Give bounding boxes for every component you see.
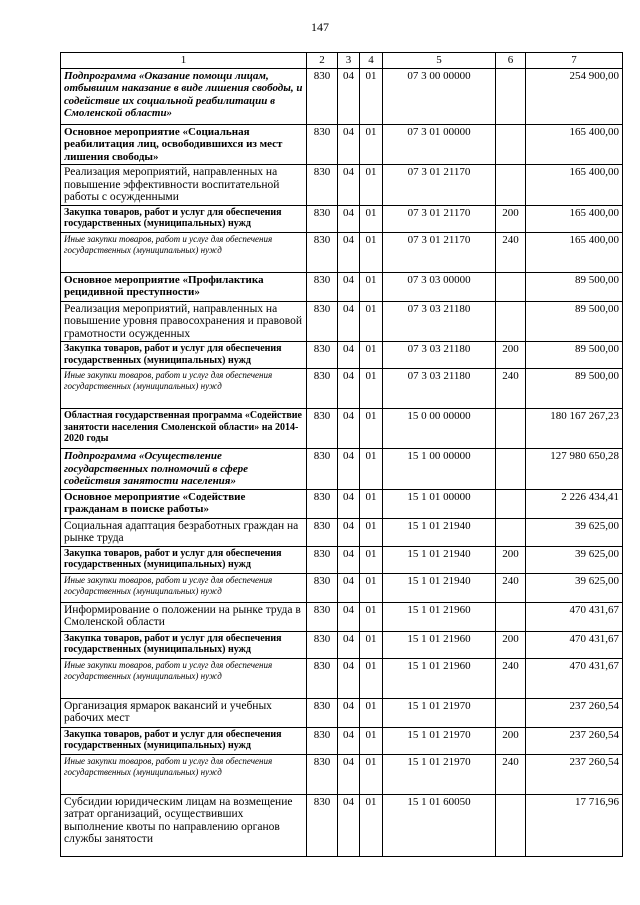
row-section: 04 (338, 165, 360, 206)
row-name: Реализация мероприятий, направленных на повышение уровня правосохранения и правовой грамотности осужденных (61, 301, 307, 342)
row-target-article: 07 3 01 21170 (383, 165, 496, 206)
row-subsection: 01 (360, 369, 383, 409)
row-subsection: 01 (360, 165, 383, 206)
table-row (61, 205, 623, 232)
row-amount: 237 260,54 (526, 698, 623, 727)
row-target-article: 07 3 01 21170 (383, 232, 496, 272)
row-section: 04 (338, 631, 360, 658)
row-target-article: 15 1 01 21960 (383, 631, 496, 658)
table-row (61, 342, 623, 369)
row-subsection: 01 (360, 658, 383, 698)
row-amount: 165 400,00 (526, 232, 623, 272)
row-subsection: 01 (360, 698, 383, 727)
row-subsection: 01 (360, 794, 383, 856)
page-number: 147 (311, 20, 329, 34)
row-target-article: 15 1 00 00000 (383, 449, 496, 490)
row-name: Закупка товаров, работ и услуг для обеспечения государственных (муниципальных) нужд (61, 727, 307, 754)
row-subsection: 01 (360, 301, 383, 342)
row-name: Областная государственная программа «Содействие занятости населения Смоленской области» на 2014-2020 годы (61, 409, 307, 449)
row-expense-type (496, 794, 526, 856)
row-target-article: 07 3 03 21180 (383, 301, 496, 342)
row-amount: 2 226 434,41 (526, 489, 623, 518)
row-admin-code: 830 (307, 546, 338, 573)
row-amount: 89 500,00 (526, 342, 623, 369)
row-subsection: 01 (360, 754, 383, 794)
row-section: 04 (338, 489, 360, 518)
row-amount: 89 500,00 (526, 301, 623, 342)
row-target-article: 15 1 01 21970 (383, 727, 496, 754)
row-admin-code: 830 (307, 409, 338, 449)
row-subsection: 01 (360, 518, 383, 546)
row-amount: 89 500,00 (526, 272, 623, 301)
row-admin-code: 830 (307, 272, 338, 301)
row-amount: 39 625,00 (526, 546, 623, 573)
row-amount: 165 400,00 (526, 165, 623, 206)
row-amount: 39 625,00 (526, 518, 623, 546)
row-expense-type: 240 (496, 232, 526, 272)
row-target-article: 07 3 00 00000 (383, 68, 496, 124)
row-admin-code: 830 (307, 518, 338, 546)
row-target-article: 15 1 01 21940 (383, 573, 496, 602)
row-target-article: 15 1 01 21960 (383, 602, 496, 631)
header-col-5: 5 (383, 53, 496, 69)
table-row (61, 602, 623, 631)
row-subsection: 01 (360, 727, 383, 754)
row-name: Организация ярмарок вакансий и учебных рабочих мест (61, 698, 307, 727)
row-section: 04 (338, 698, 360, 727)
row-expense-type (496, 449, 526, 490)
row-section: 04 (338, 546, 360, 573)
row-admin-code: 830 (307, 342, 338, 369)
row-subsection: 01 (360, 546, 383, 573)
row-section: 04 (338, 409, 360, 449)
row-amount: 254 900,00 (526, 68, 623, 124)
header-col-2: 2 (307, 53, 338, 69)
row-admin-code: 830 (307, 794, 338, 856)
row-target-article: 07 3 03 21180 (383, 369, 496, 409)
row-admin-code: 830 (307, 727, 338, 754)
row-section: 04 (338, 754, 360, 794)
row-admin-code: 830 (307, 124, 338, 165)
row-admin-code: 830 (307, 698, 338, 727)
table-row (61, 698, 623, 727)
row-name: Информирование о положении на рынке труда в Смоленской области (61, 602, 307, 631)
table-row (61, 489, 623, 518)
row-name: Закупка товаров, работ и услуг для обеспечения государственных (муниципальных) нужд (61, 342, 307, 369)
row-admin-code: 830 (307, 205, 338, 232)
row-name: Основное мероприятие «Социальная реабилитация лиц, освободившихся из мест лишения свободы» (61, 124, 307, 165)
table-row (61, 727, 623, 754)
row-target-article: 07 3 01 21170 (383, 205, 496, 232)
row-name: Социальная адаптация безработных граждан на рынке труда (61, 518, 307, 546)
row-section: 04 (338, 449, 360, 490)
row-target-article: 07 3 03 21180 (383, 342, 496, 369)
row-target-article: 15 1 01 21940 (383, 546, 496, 573)
row-expense-type: 240 (496, 573, 526, 602)
table-row (61, 165, 623, 206)
row-name: Закупка товаров, работ и услуг для обеспечения государственных (муниципальных) нужд (61, 631, 307, 658)
table-row (61, 369, 623, 409)
table-row (61, 409, 623, 449)
row-target-article: 15 1 01 00000 (383, 489, 496, 518)
row-expense-type (496, 518, 526, 546)
row-section: 04 (338, 68, 360, 124)
row-expense-type: 200 (496, 342, 526, 369)
row-admin-code: 830 (307, 369, 338, 409)
row-target-article: 15 0 00 00000 (383, 409, 496, 449)
row-amount: 165 400,00 (526, 205, 623, 232)
row-subsection: 01 (360, 602, 383, 631)
table-row (61, 794, 623, 856)
row-admin-code: 830 (307, 301, 338, 342)
row-amount: 17 716,96 (526, 794, 623, 856)
row-name: Иные закупки товаров, работ и услуг для обеспечения государственных (муниципальных) нужд (61, 232, 307, 272)
row-subsection: 01 (360, 573, 383, 602)
table-row (61, 301, 623, 342)
row-section: 04 (338, 272, 360, 301)
row-admin-code: 830 (307, 631, 338, 658)
row-expense-type (496, 272, 526, 301)
header-col-1: 1 (61, 53, 307, 69)
row-expense-type: 240 (496, 754, 526, 794)
row-name: Субсидии юридическим лицам на возмещение затрат организаций, осуществивших выполнение квоты по направлению органов службы занятости (61, 794, 307, 856)
row-section: 04 (338, 369, 360, 409)
row-amount: 89 500,00 (526, 369, 623, 409)
row-admin-code: 830 (307, 449, 338, 490)
row-admin-code: 830 (307, 165, 338, 206)
row-subsection: 01 (360, 232, 383, 272)
row-section: 04 (338, 794, 360, 856)
row-amount: 237 260,54 (526, 727, 623, 754)
table-row (61, 573, 623, 602)
row-expense-type: 200 (496, 631, 526, 658)
row-name: Основное мероприятие «Профилактика рецидивной преступности» (61, 272, 307, 301)
row-subsection: 01 (360, 272, 383, 301)
table-row (61, 754, 623, 794)
row-expense-type (496, 68, 526, 124)
row-section: 04 (338, 658, 360, 698)
table-row (61, 68, 623, 124)
row-expense-type (496, 124, 526, 165)
row-amount: 470 431,67 (526, 602, 623, 631)
row-target-article: 07 3 03 00000 (383, 272, 496, 301)
row-amount: 39 625,00 (526, 573, 623, 602)
table-row (61, 631, 623, 658)
row-expense-type (496, 489, 526, 518)
row-name: Подпрограмма «Осуществление государственных полномочий в сфере содействия занятости населения» (61, 449, 307, 490)
row-section: 04 (338, 518, 360, 546)
row-section: 04 (338, 301, 360, 342)
row-section: 04 (338, 124, 360, 165)
row-amount: 127 980 650,28 (526, 449, 623, 490)
row-amount: 165 400,00 (526, 124, 623, 165)
header-col-4: 4 (360, 53, 383, 69)
row-section: 04 (338, 342, 360, 369)
row-admin-code: 830 (307, 68, 338, 124)
header-col-7: 7 (526, 53, 623, 69)
row-section: 04 (338, 232, 360, 272)
row-name: Закупка товаров, работ и услуг для обеспечения государственных (муниципальных) нужд (61, 546, 307, 573)
header-col-3: 3 (338, 53, 360, 69)
row-subsection: 01 (360, 449, 383, 490)
row-name: Иные закупки товаров, работ и услуг для обеспечения государственных (муниципальных) нужд (61, 369, 307, 409)
row-section: 04 (338, 602, 360, 631)
row-expense-type: 240 (496, 658, 526, 698)
row-subsection: 01 (360, 205, 383, 232)
row-admin-code: 830 (307, 489, 338, 518)
row-amount: 237 260,54 (526, 754, 623, 794)
table-row (61, 546, 623, 573)
row-name: Основное мероприятие «Содействие гражданам в поиске работы» (61, 489, 307, 518)
row-subsection: 01 (360, 409, 383, 449)
table-row (61, 658, 623, 698)
row-target-article: 15 1 01 60050 (383, 794, 496, 856)
row-expense-type (496, 409, 526, 449)
row-expense-type (496, 301, 526, 342)
row-subsection: 01 (360, 489, 383, 518)
row-expense-type: 200 (496, 205, 526, 232)
row-admin-code: 830 (307, 232, 338, 272)
row-target-article: 15 1 01 21970 (383, 754, 496, 794)
row-expense-type: 240 (496, 369, 526, 409)
row-admin-code: 830 (307, 754, 338, 794)
row-name: Закупка товаров, работ и услуг для обеспечения государственных (муниципальных) нужд (61, 205, 307, 232)
row-target-article: 15 1 01 21940 (383, 518, 496, 546)
row-expense-type (496, 165, 526, 206)
table-row (61, 518, 623, 546)
row-name: Иные закупки товаров, работ и услуг для обеспечения государственных (муниципальных) нужд (61, 573, 307, 602)
row-admin-code: 830 (307, 658, 338, 698)
row-section: 04 (338, 727, 360, 754)
row-subsection: 01 (360, 342, 383, 369)
row-name: Реализация мероприятий, направленных на повышение эффективности воспитательной работы с осужденными (61, 165, 307, 206)
row-name: Подпрограмма «Оказание помощи лицам, отбывшим наказание в виде лишения свободы, и содействие их социальной реабилитации в Смоленской области» (61, 68, 307, 124)
table-body (61, 68, 623, 856)
header-col-6: 6 (496, 53, 526, 69)
row-expense-type (496, 602, 526, 631)
row-admin-code: 830 (307, 573, 338, 602)
row-expense-type: 200 (496, 727, 526, 754)
row-name: Иные закупки товаров, работ и услуг для обеспечения государственных (муниципальных) нужд (61, 658, 307, 698)
table-row (61, 232, 623, 272)
row-target-article: 15 1 01 21970 (383, 698, 496, 727)
table-row (61, 449, 623, 490)
row-section: 04 (338, 205, 360, 232)
row-amount: 470 431,67 (526, 658, 623, 698)
row-amount: 180 167 267,23 (526, 409, 623, 449)
budget-table (60, 52, 623, 857)
row-expense-type (496, 698, 526, 727)
table-row (61, 124, 623, 165)
row-section: 04 (338, 573, 360, 602)
row-target-article: 07 3 01 00000 (383, 124, 496, 165)
row-subsection: 01 (360, 68, 383, 124)
row-target-article: 15 1 01 21960 (383, 658, 496, 698)
row-name: Иные закупки товаров, работ и услуг для обеспечения государственных (муниципальных) нужд (61, 754, 307, 794)
table-row (61, 272, 623, 301)
row-subsection: 01 (360, 631, 383, 658)
table-header-row (61, 53, 623, 69)
row-amount: 470 431,67 (526, 631, 623, 658)
row-admin-code: 830 (307, 602, 338, 631)
row-expense-type: 200 (496, 546, 526, 573)
row-subsection: 01 (360, 124, 383, 165)
